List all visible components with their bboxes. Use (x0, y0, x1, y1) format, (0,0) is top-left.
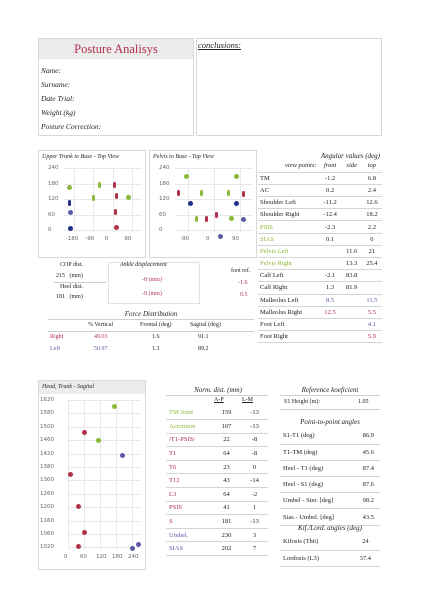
angular-row (258, 258, 382, 270)
norm-lm: -2 (241, 488, 268, 502)
norm-row (166, 420, 268, 434)
norm-row-label: L3 (166, 488, 212, 502)
p2p-table (280, 428, 380, 526)
upper-trunk-gridline (64, 215, 142, 216)
angular-top: 6.8 (362, 172, 382, 184)
upper-trunk-gridline-v (74, 168, 75, 232)
sagital-gridline (68, 480, 140, 481)
norm-lm: -13 (241, 515, 268, 529)
pelvis-y-tick: 240 (159, 165, 170, 171)
upper-trunk-marker-bar (98, 182, 101, 188)
upper-trunk-plot-area (48, 164, 142, 242)
angular-row-label: Shoulder Right (258, 209, 319, 221)
angular-row-label: PSIS (258, 221, 319, 233)
cop-value (56, 273, 83, 279)
angular-front: 8.5 (319, 294, 342, 306)
norm-ap: 23 (212, 460, 241, 474)
pelvis-marker-bar (215, 212, 218, 218)
norm-ap: 41 (212, 501, 241, 515)
angular-row (258, 209, 382, 221)
cop-value-unit: (mm) (69, 273, 83, 279)
angular-row-label: Shoulder Left (258, 197, 319, 209)
sagital-y-tick: 1460 (40, 437, 54, 444)
angular-row-label: Calf Left (258, 270, 319, 282)
angular-top: 2.2 (362, 221, 382, 233)
angular-front (319, 245, 342, 257)
field-surname: Surname: (41, 80, 71, 89)
p2p-label: S1-T1 (deg) (280, 428, 357, 444)
angular-front: 0.2 (319, 184, 342, 196)
pelvis-plot-area (159, 164, 253, 242)
sagital-x-tick: 120 (96, 554, 107, 560)
sagital-marker-dot (120, 453, 125, 458)
angular-front: 1.3 (319, 282, 342, 294)
sagital-y-tick: 1020 (40, 544, 54, 551)
angular-top: 5.5 (362, 306, 382, 318)
norm-lm: 1 (241, 501, 268, 515)
p2p-row (280, 460, 380, 476)
angular-top: 18.2 (362, 209, 382, 221)
angular-side: 81.9 (342, 282, 362, 294)
angular-side (342, 172, 362, 184)
angular-front (319, 318, 342, 330)
norm-row (166, 433, 268, 447)
sagital-gridline-v (100, 400, 101, 550)
foot-ref-label: foot ref. (231, 268, 251, 274)
pelvis-x-tick: -90 (180, 236, 189, 242)
angular-row-label: Foot Left (258, 318, 319, 330)
pelvis-y-tick: 60 (159, 211, 166, 218)
sagital-chart-title: Head, Trunk - Sagital (42, 384, 94, 390)
p2p-value: 45.6 (357, 444, 380, 460)
p2p-label: Heel - S1 (deg) (280, 477, 357, 493)
upper-trunk-gridline (64, 184, 142, 185)
norm-ap: 159 (212, 406, 241, 420)
p2p-label: Heel - T1 (deg) (280, 460, 357, 476)
norm-row (166, 447, 268, 461)
angular-row (258, 197, 382, 209)
kif-row (280, 534, 380, 550)
p2p-value: 87.4 (357, 460, 380, 476)
angular-top: 5.9 (362, 331, 382, 343)
angular-top: 0 (362, 233, 382, 245)
p2p-label: Umbel - Ster. [deg] (280, 493, 357, 509)
angular-front: -2.3 (319, 221, 342, 233)
pelvis-x-tick: 90 (232, 236, 239, 242)
sagital-gridline (68, 521, 140, 522)
upper-trunk-y-tick: 60 (48, 211, 55, 218)
sagital-gridline (68, 400, 140, 401)
sagital-marker-dot (68, 472, 73, 477)
angular-side (342, 209, 362, 221)
angular-side (342, 197, 362, 209)
sagital-marker-dot (112, 404, 117, 409)
force-row-frontal: 1.3 (152, 346, 160, 352)
norm-row-label: T6 (166, 460, 212, 474)
angular-front (319, 258, 342, 270)
angular-side: 13.3 (342, 258, 362, 270)
upper-trunk-gridline-v (132, 168, 133, 232)
cop-divider (54, 282, 106, 283)
pelvis-chart-title: Pelvis to Base - Top View (153, 154, 214, 160)
pelvis-marker-dot (188, 201, 193, 206)
sagital-gridline (68, 467, 140, 468)
pelvis-y-tick: 120 (159, 196, 170, 202)
force-row-sagital: 89.2 (198, 346, 209, 352)
s1-height-value: 1.05 (358, 399, 369, 405)
norm-row (166, 488, 268, 502)
angular-side (342, 233, 362, 245)
ankle-displacement-panel (108, 262, 200, 304)
ankle-title: Ankle displacement (120, 262, 167, 268)
p2p-label: Sias - Umbel. [deg] (280, 509, 357, 525)
angular-header-cell: top (362, 160, 382, 172)
angular-values-table (258, 160, 382, 343)
sagital-y-tick: 1420 (40, 450, 54, 457)
norm-ap: 181 (212, 515, 241, 529)
angular-header-cell: view points: (258, 160, 319, 172)
force-title-divider (48, 319, 254, 320)
sagital-y-tick: 1160 (40, 517, 54, 524)
norm-header-ap: A-P (214, 397, 224, 403)
p2p-value: 87.6 (357, 477, 380, 493)
upper-trunk-y-tick: 0 (48, 227, 52, 233)
upper-trunk-marker-dot (67, 185, 72, 190)
p2p-label: T1-TM (deg) (280, 444, 357, 460)
heel-value-unit: (mm) (69, 294, 83, 300)
force-header-vertical: % Vertical (88, 322, 114, 328)
angular-row (258, 318, 382, 330)
kif-row (280, 550, 380, 566)
force-row-vertical: 49.03 (94, 334, 108, 340)
pelvis-marker-dot (218, 234, 223, 239)
upper-trunk-marker-dot (68, 226, 73, 231)
upper-trunk-y-tick: 120 (48, 196, 59, 202)
upper-trunk-marker-bar (114, 209, 117, 215)
sagital-gridline-v (84, 400, 85, 550)
angular-row (258, 245, 382, 257)
angular-row (258, 172, 382, 184)
force-row-label: Left (50, 346, 60, 352)
norm-row (166, 501, 268, 515)
sagital-y-tick: 1500 (40, 423, 54, 430)
kif-title: Kif./Lord. angles (deg) (298, 524, 362, 532)
norm-ap: 202 (212, 542, 241, 556)
angular-front: 12.5 (319, 306, 342, 318)
pelvis-marker-dot (229, 216, 234, 221)
norm-lm: -13 (241, 420, 268, 434)
upper-trunk-marker-bar (92, 195, 95, 201)
angular-header-cell: front (319, 160, 342, 172)
upper-trunk-y-tick: 240 (48, 165, 59, 171)
angular-row-label: Malleolus Left (258, 294, 319, 306)
norm-ap: 64 (212, 488, 241, 502)
norm-row-label: /T1-PSIS/ (166, 433, 212, 447)
angular-row-label: Pelvis Right (258, 258, 319, 270)
pelvis-x-tick: 0 (206, 236, 210, 242)
pelvis-marker-bar (200, 190, 203, 196)
sagital-x-tick: 0 (64, 554, 68, 560)
norm-row-label: PSIS (166, 501, 212, 515)
angular-top: 4.1 (362, 318, 382, 330)
angular-side (342, 184, 362, 196)
norm-dist-title: Norm. dist. (mm) (194, 386, 242, 394)
reference-title: Reference koeficient (301, 386, 359, 394)
sagital-x-tick: 180 (112, 554, 123, 560)
field-posture-correction: Posture Correction: (41, 122, 102, 131)
sagital-gridline (68, 534, 140, 535)
sagital-x-tick: 240 (128, 554, 139, 560)
angular-row (258, 221, 382, 233)
pelvis-marker-bar (227, 190, 230, 196)
norm-row (166, 515, 268, 529)
force-header-frontal: Frontal (deg) (140, 322, 172, 328)
norm-lm: 0 (241, 460, 268, 474)
sagital-y-tick: 1200 (40, 504, 54, 511)
sagital-gridline (68, 454, 140, 455)
norm-row-label: SIAS (166, 542, 212, 556)
sagital-marker-dot (96, 438, 101, 443)
pelvis-gridline-v (240, 168, 241, 232)
angular-row (258, 270, 382, 282)
kif-label: Lordosis (L3) (280, 550, 351, 566)
sagital-y-tick: 1300 (40, 477, 54, 484)
cop-label: COP dist. (60, 262, 84, 268)
sagital-gridline (68, 413, 140, 414)
angular-header-cell: side (342, 160, 362, 172)
pelvis-marker-bar (177, 190, 180, 196)
angular-row-label: TM (258, 172, 319, 184)
sagital-marker-dot (76, 504, 81, 509)
norm-lm: -13 (241, 406, 268, 420)
upper-trunk-marker-dot (68, 210, 73, 215)
reference-divider (280, 395, 380, 396)
norm-lm: -8 (241, 447, 268, 461)
norm-row-label: T12 (166, 474, 212, 488)
heel-value (56, 294, 83, 300)
angular-row-label: Pelvis Left (258, 245, 319, 257)
conclusions-label: conclusions: (198, 40, 241, 50)
angular-row-label: SIAS (258, 233, 319, 245)
kif-label: Kifosis (Th6) (280, 534, 351, 550)
upper-trunk-gridline-v (113, 168, 114, 232)
kif-table (280, 534, 380, 567)
norm-row-label: S (166, 515, 212, 529)
force-header-sagital: Sagital (deg) (190, 322, 221, 328)
angular-front (319, 331, 342, 343)
sagital-y-tick: 1580 (40, 410, 54, 417)
sagital-gridline-v (116, 400, 117, 550)
ankle-row-1: -8 (mm) (142, 277, 162, 283)
angular-row-label: Calf Right (258, 282, 319, 294)
kif-value: 37.4 (351, 550, 380, 566)
pelvis-marker-bar (242, 191, 245, 197)
force-row-label: Right (50, 334, 64, 340)
angular-front: -2.1 (319, 270, 342, 282)
angular-side (342, 306, 362, 318)
norm-row (166, 406, 268, 420)
pelvis-gridline-v (214, 168, 215, 232)
p2p-value: 86.9 (357, 428, 380, 444)
angular-row (258, 184, 382, 196)
upper-trunk-marker-dot (114, 225, 119, 230)
field-weight: Weight (kg) (41, 108, 76, 117)
sagital-marker-dot (136, 542, 141, 547)
angular-side (342, 331, 362, 343)
p2p-row (280, 477, 380, 493)
norm-ap: 64 (212, 447, 241, 461)
upper-trunk-gridline (64, 230, 142, 231)
angular-top: 11.5 (362, 294, 382, 306)
sagital-y-tick: 1620 (40, 397, 54, 403)
upper-trunk-gridline (64, 168, 142, 169)
upper-trunk-x-tick: 90 (124, 236, 132, 242)
norm-lm: 7 (241, 542, 268, 556)
pelvis-marker-bar (195, 216, 198, 222)
angular-row (258, 306, 382, 318)
angular-row-label: AC (258, 184, 319, 196)
foot-ref-value-1: -1.6 (238, 280, 248, 286)
upper-trunk-x-tick: 0 (104, 236, 109, 242)
sagital-gridline (68, 427, 140, 428)
sagital-gridline (68, 440, 140, 441)
upper-trunk-marker-bar (115, 193, 118, 199)
pelvis-y-tick: 0 (159, 227, 163, 233)
p2p-title: Point-to-point angles (300, 418, 360, 426)
norm-lm: 3 (241, 528, 268, 542)
norm-row-label: T1 (166, 447, 212, 461)
norm-row-label: TM Joint (166, 406, 212, 420)
p2p-row (280, 428, 380, 444)
angular-row-label: Foot Right (258, 331, 319, 343)
force-header-divider (48, 331, 254, 332)
kif-value: 24 (351, 534, 380, 550)
norm-ap: 43 (212, 474, 241, 488)
sagital-marker-dot (76, 544, 81, 549)
ankle-row-2: -9 (mm) (142, 291, 162, 297)
pelvis-marker-dot (234, 174, 239, 179)
norm-row (166, 474, 268, 488)
sagital-y-tick: 1060 (40, 531, 54, 537)
upper-trunk-marker-bar (113, 182, 116, 188)
norm-row-label: Acromion (166, 420, 212, 434)
reference-bottom-divider (280, 409, 380, 410)
p2p-row (280, 444, 380, 460)
page-title: Posture Analisys (74, 42, 158, 56)
pelvis-marker-bar (205, 216, 208, 222)
angular-top (362, 270, 382, 282)
p2p-row (280, 493, 380, 509)
angular-top: 12.6 (362, 197, 382, 209)
sagital-y-tick: 1380 (40, 464, 54, 470)
angular-top: 25.4 (362, 258, 382, 270)
sagital-marker-dot (82, 430, 87, 435)
upper-trunk-marker-dot (126, 195, 131, 200)
angular-row (258, 294, 382, 306)
foot-ref-value-2: 0.5 (240, 292, 248, 298)
upper-trunk-y-tick: 180 (48, 180, 59, 187)
angular-row (258, 233, 382, 245)
angular-side (342, 221, 362, 233)
sagital-y-tick: 1260 (40, 490, 54, 497)
sagital-plot-area (40, 397, 142, 560)
norm-lm: -14 (241, 474, 268, 488)
angular-front: -11.2 (319, 197, 342, 209)
upper-trunk-marker-bar (68, 200, 71, 206)
norm-row-label: Umbel. (166, 528, 212, 542)
p2p-value: 98.2 (357, 493, 380, 509)
angular-row (258, 331, 382, 343)
pelvis-marker-dot (234, 201, 239, 206)
norm-row (166, 528, 268, 542)
angular-row (258, 282, 382, 294)
sagital-gridline-v (132, 400, 133, 550)
upper-trunk-x-tick: -90 (85, 236, 95, 242)
sagital-marker-dot (82, 530, 87, 535)
field-date-trial: Date Trial: (41, 94, 75, 103)
upper-trunk-x-tick: -180 (65, 236, 79, 242)
norm-dist-table (166, 406, 268, 556)
p2p-value: 43.5 (357, 509, 380, 525)
force-row-frontal: 1.6 (152, 334, 160, 340)
pelvis-marker-dot (241, 217, 246, 222)
pelvis-y-tick: 180 (159, 180, 170, 187)
norm-header-lm: L-M (242, 397, 253, 403)
sagital-gridline (68, 494, 140, 495)
angular-side (342, 318, 362, 330)
sagital-x-tick: 60 (80, 554, 87, 560)
p2p-row (280, 509, 380, 525)
angular-title: Angular values (deg) (320, 152, 380, 160)
angular-side: 11.6 (342, 245, 362, 257)
angular-top (362, 282, 382, 294)
upper-trunk-chart-title: Upper Trunk to Base - Top View (42, 154, 120, 160)
norm-row (166, 460, 268, 474)
angular-top: 2.4 (362, 184, 382, 196)
angular-front: -1.2 (319, 172, 342, 184)
angular-header-row (258, 160, 382, 172)
norm-title-divider (166, 395, 268, 396)
norm-lm: -8 (241, 433, 268, 447)
pelvis-marker-dot (184, 174, 189, 179)
conclusions-panel[interactable] (196, 38, 382, 136)
angular-top: 21 (362, 245, 382, 257)
field-name: Name: (41, 66, 61, 75)
angular-row-label: Malleolus Right (258, 306, 319, 318)
sagital-marker-dot (130, 546, 135, 551)
cop-value-number: 215 (56, 273, 65, 279)
force-distribution-title: Force Distribution (124, 310, 178, 318)
s1-height-label: S1 Height (m): (284, 399, 320, 405)
heel-label: Heel dist. (60, 284, 83, 290)
angular-front: -12.4 (319, 209, 342, 221)
force-row-sagital: 91.1 (198, 334, 209, 340)
angular-side: 83.8 (342, 270, 362, 282)
norm-ap: 22 (212, 433, 241, 447)
norm-ap: 230 (212, 528, 241, 542)
norm-row (166, 542, 268, 556)
angular-front: 0.1 (319, 233, 342, 245)
angular-side (342, 294, 362, 306)
heel-value-number: 181 (56, 294, 65, 300)
force-row-vertical: 50.97 (94, 346, 108, 352)
norm-ap: 107 (212, 420, 241, 434)
